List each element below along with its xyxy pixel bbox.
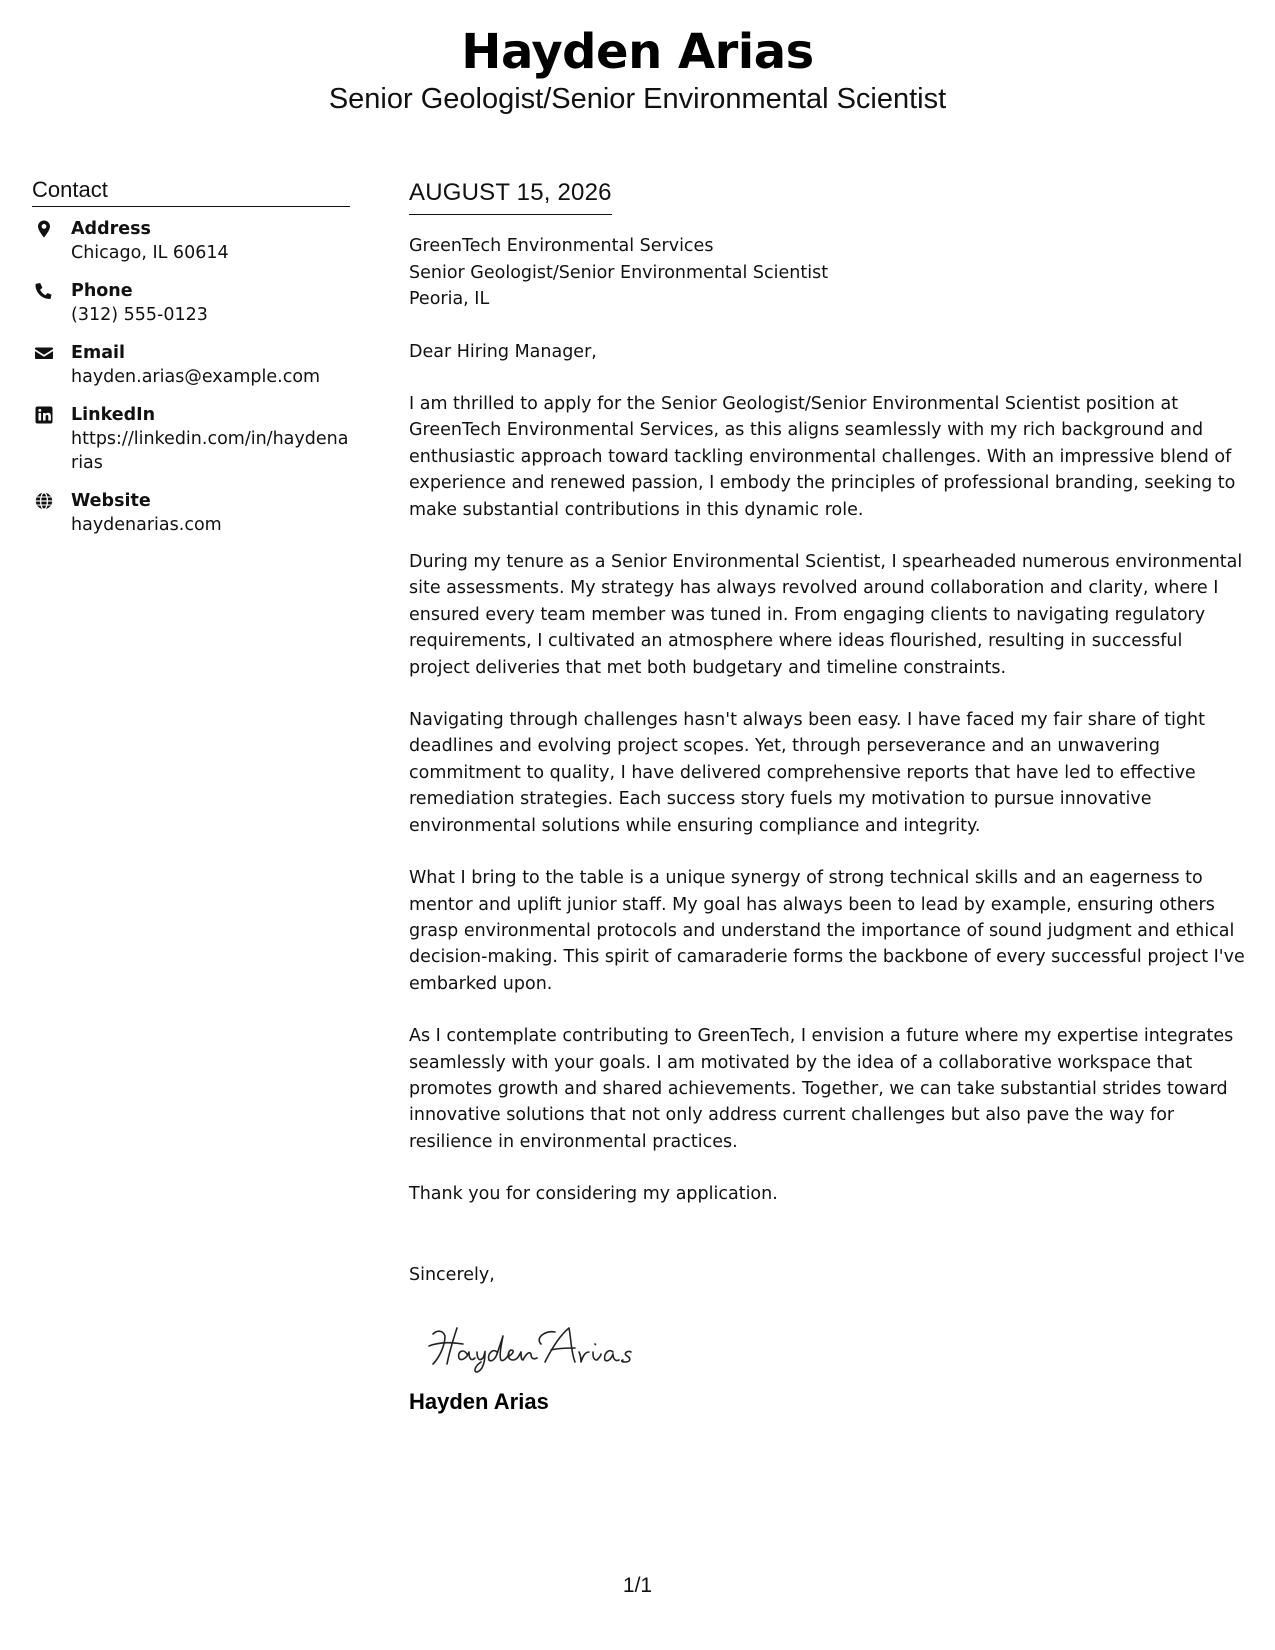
recipient-position: Senior Geologist/Senior Environmental Scientist xyxy=(409,262,829,283)
contact-item-linkedin xyxy=(32,403,350,475)
letter-paragraph: During my tenure as a Senior Environmental Scientist, I spearheaded numerous environmental site assessments. My strategy has always revolved around collaboration and clarity, where I ensured every team member was tuned in. From engaging clients to navigating regulatory requirements, I cultivated an atmosphere where ideas flourished, resulting in successful project deliveries that met both budgetary and timeline constraints. xyxy=(409,552,1243,678)
email-value: hayden.arias@example.com xyxy=(71,367,321,387)
contact-label: Address xyxy=(71,219,151,239)
map-pin-icon xyxy=(34,219,54,239)
contact-label: LinkedIn xyxy=(71,405,156,425)
signed-name: Hayden Arias xyxy=(409,1389,549,1415)
letter-paragraph: Navigating through challenges hasn't always been easy. I have faced my fair share of tight deadlines and evolving project scopes. Yet, through perseverance and an unwavering commitment to quality, I have delivered comprehensive reports that have led to effective remediation strategies. Each success story fuels my motivation to pursue innovative environmental solutions while ensuring compliance and integrity. xyxy=(409,710,1205,836)
recipient-company: GreenTech Environmental Services xyxy=(409,236,714,256)
letter-paragraph: What I bring to the table is a unique synergy of strong technical skills and an eagerness to mentor and uplift junior staff. My goal has always been to lead by example, ensuring others grasp environmental protocols and understand the importance of sound judgment and ethical decision-making. This spirit of camaraderie forms the backbone of every successful project I've embarked upon. xyxy=(409,868,1245,994)
phone-value: (312) 555-0123 xyxy=(71,305,208,325)
letter-body xyxy=(409,178,1245,1416)
contact-label: Website xyxy=(71,491,151,511)
contact-item-website xyxy=(32,489,350,537)
contact-item-email xyxy=(32,341,350,389)
address-value: Chicago, IL 60614 xyxy=(71,243,229,263)
contact-list xyxy=(32,217,350,537)
handwritten-signature xyxy=(423,1316,663,1376)
letter-paragraph: As I contemplate contributing to GreenTech, I envision a future where my expertise integrates seamlessly with your goals. I am motivated by the idea of a collaborative workspace that promotes growth and shared achievements. Together, we can take substantial strides toward innovative solutions that not only address current challenges but also pave the way for resilience in environmental practices. xyxy=(409,1026,1234,1152)
letter-paragraph: Thank you for considering my application. xyxy=(409,1184,778,1205)
contact-item-phone xyxy=(32,279,350,327)
globe-icon xyxy=(34,491,54,511)
contact-sidebar xyxy=(32,176,350,551)
letter-paragraph: I am thrilled to apply for the Senior Geologist/Senior Environmental Scientist position at GreenTech Environmental Services, as this aligns seamlessly with my rich background and enthusiastic approach toward tackling environmental challenges. With an impressive blend of experience and renewed passion, I embody the principles of professional branding, seeking to make substantial contributions in this dynamic role. xyxy=(409,394,1236,520)
recipient-location: Peoria, IL xyxy=(409,289,490,309)
letter-header xyxy=(0,22,1275,116)
contact-label: Phone xyxy=(71,281,133,301)
closing: Sincerely, xyxy=(409,1264,495,1285)
salutation: Dear Hiring Manager, xyxy=(409,341,597,362)
date-block xyxy=(409,178,612,215)
website-value: haydenarias.com xyxy=(71,515,222,535)
linkedin-icon xyxy=(34,405,54,425)
applicant-name: Hayden Arias xyxy=(461,24,814,80)
envelope-icon xyxy=(34,343,54,363)
phone-icon xyxy=(34,281,54,301)
linkedin-value: https://linkedin.com/in/haydenarias xyxy=(71,429,349,473)
contact-heading: Contact xyxy=(32,176,350,207)
contact-label: Email xyxy=(71,343,125,363)
recipient-block xyxy=(409,233,1245,313)
contact-item-address xyxy=(32,217,350,265)
applicant-title: Senior Geologist/Senior Environmental Scientist xyxy=(328,83,947,115)
letter-date: AUGUST 15, 2026 xyxy=(409,179,612,206)
page-number: 1/1 xyxy=(622,1574,653,1597)
